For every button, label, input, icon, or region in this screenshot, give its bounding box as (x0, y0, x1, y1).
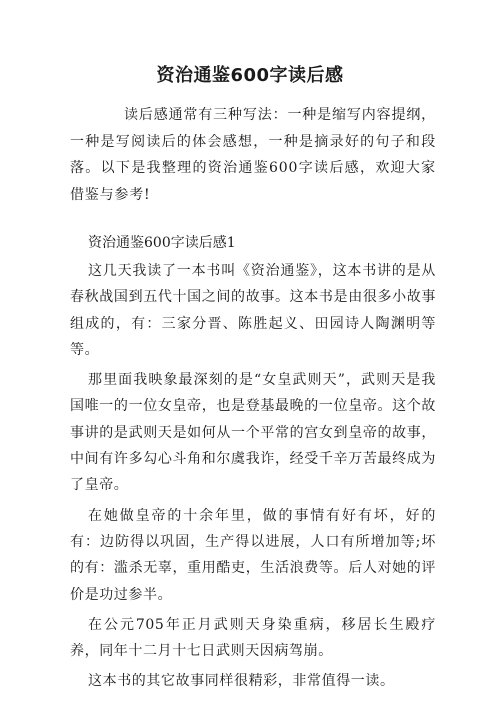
intro-paragraph: 读后感通常有三种写法：一种是缩写内容提纲，一种是写阅读后的体会感想，一种是摘录好的句子和段落。以下是我整理的资治通鉴600字读后感，欢迎大家借鉴与参考! (70, 107, 436, 203)
body-paragraph-3: 在她做皇帝的十余年里，做的事情有好有坏，好的有：边防得以巩固，生产得以进展，人口有所增加等;坏的有：滥杀无辜，重用酷吏，生活浪费等。后人对她的评价是功过参半。 (70, 507, 436, 603)
body-paragraph-1: 这几天我读了一本书叫《资治通鉴》，这本书讲的是从春秋战国到五代十国之间的故事。这本书是由很多小故事组成的，有：三家分晋、陈胜起义、田园诗人陶渊明等等。 (70, 263, 436, 358)
body-paragraph-2: 那里面我映象最深刻的是“女皇武则天”，武则天是我国唯一的一位女皇帝，也是登基最晚的一位皇帝。这个故事讲的是武则天是如何从一个平常的宫女到皇帝的故事，中间有许多勾心斗角和尔虞我诈，经受千辛万苦最终成为了皇帝。 (70, 372, 436, 494)
article-body (70, 258, 436, 699)
body-paragraph-4: 在公元705年正月武则天身染重病，移居长生殿疗养，同年十二月十七日武则天因病驾崩。 (70, 616, 436, 660)
section-heading: 资治通鉴600字读后感1 (88, 235, 236, 251)
body-paragraph-5: 这本书的其它故事同样很精彩，非常值得一读。 (88, 673, 395, 690)
document-title: 资治通鉴600字读后感 (156, 65, 344, 86)
